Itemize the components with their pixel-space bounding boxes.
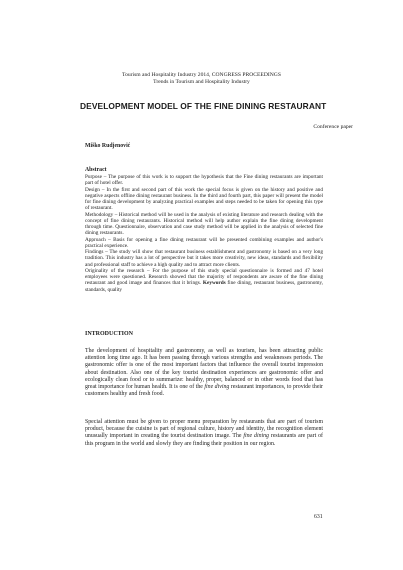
abstract-approach: Approach – Basis for opening a fine dining restaurant will be presented combining examples and author's practical experience. <box>85 236 323 249</box>
page-number: 631 <box>314 514 323 520</box>
header-line-2: Trends in Tourism and Hospitality Industry <box>153 79 250 85</box>
intro-p1-text: The development of hospitality and gastronomy, as well as tourism, has been attracting public attention long time ago. It has been passing through various strengths and weaknesses periods. The gastronomic offer is one of the most important factors that influence the overall tourist impression about destination. Also one of the key tourist destination experiences are gastronomic offer and ecologically clean food or to summarize: healthy, proper, balanced or in other words food that has great importance for human health. It is one of the <box>85 348 323 391</box>
intro-paragraph-2 <box>85 419 323 448</box>
abstract-originality <box>85 268 323 293</box>
intro-p2-italic: fine dining <box>243 433 269 440</box>
intro-paragraph-1 <box>85 348 323 398</box>
keywords-text: fine dining, restaurant business, gastronomy, standards, quality <box>85 280 323 293</box>
intro-p1-italic: fine diving <box>204 384 230 391</box>
abstract-methodology: Methodology – Historical method will be used in the analysis of existing literature and research dealing with the concept of fine dining restaurants. Historical method will help author explain the fine dining development through time. Questionnaire, observation and case study method will be applied in the analysis of selected fine dining restaurants. <box>85 211 323 237</box>
abstract-body <box>85 174 323 293</box>
originality-text: Originality of the research – For the purpose of this study special questionnaire is formed and 47 hotel employees were questioned. Research showed that the majority of respondents are aware of the fine dining restaurant and good image and finances that it brings. <box>85 267 323 287</box>
intro-p1-end: restaurant importances, to provide their customers healthy and fresh food. <box>85 384 323 398</box>
paper-type-label: Conference paper <box>313 124 353 130</box>
header-line-1: Tourism and Hospitality Industry 2014, CONGRESS PROCEEDINGS <box>122 72 281 78</box>
abstract-heading: Abstract <box>85 167 107 173</box>
running-header <box>60 72 343 86</box>
keywords-label: Keywords <box>202 280 226 287</box>
author-name: Miško Rudjenović <box>85 143 131 149</box>
abstract-design: Design – In the first and second part of this work the special focus is given on the history and positive and negative aspects offline dining restaurant business. In the third and fourth part, this paper will present the model for fine dining development by analyzing practical examples and steps needed to be taken for opening this type of restaurant. <box>85 186 323 212</box>
intro-p2-end: restaurants are part of this program in the world and slowly they are finding their position in our region. <box>85 433 323 447</box>
intro-p2-text: Special attention must be given to proper menu preparation by restaurants that are part of tourism product, because the cuisine is part of regional culture, history and identity, the recognition element unusually important in creating the tourist destination image. The <box>85 419 323 440</box>
abstract-purpose: Purpose – The purpose of this work is to support the hypothesis that the Fine dining restaurants are important part of hotel offer. <box>85 174 323 187</box>
abstract-findings: Findings – The study will show that restaurant business establishment and gastronomy is based on a very long tradition. This industry has a lot of perspective but it takes more creativity, new ideas, standards and flexibility and professional staff to achieve a high quality and to attract more clients. <box>85 249 323 268</box>
section-heading-introduction: INTRODUCTION <box>85 331 134 337</box>
paper-title: DEVELOPMENT MODEL OF THE FINE DINING RESTAURANT <box>80 101 327 111</box>
